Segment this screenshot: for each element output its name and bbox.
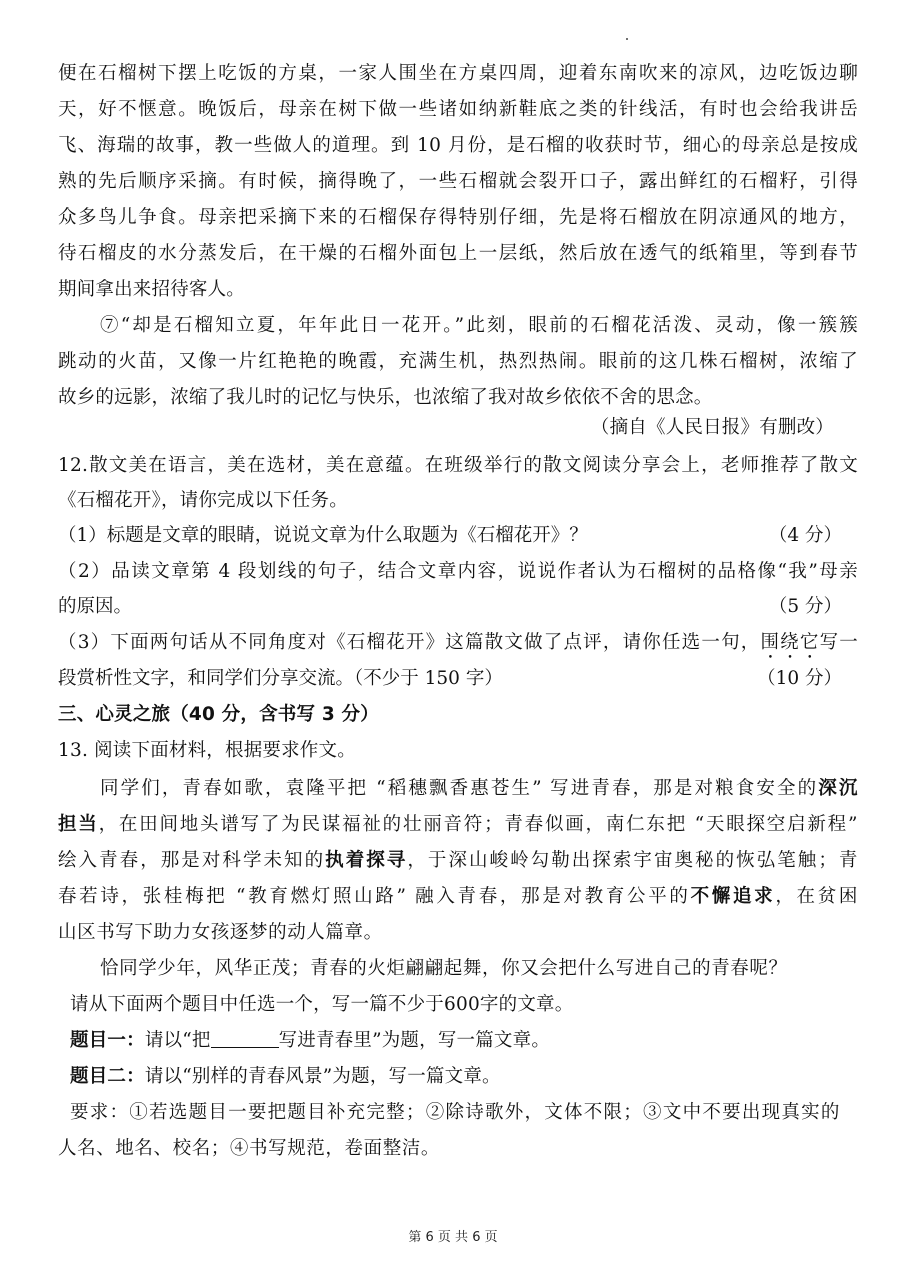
- question-12-2-text: 的原因。: [58, 596, 133, 617]
- material-line: [58, 885, 858, 909]
- paragraph-7-line: 跳动的火苗，又像一片红艳艳的晚霞，充满生机，热烈热闹。眼前的这几株石榴树，浓缩了: [58, 351, 858, 372]
- prompt-choose: 请从下面两个题目中任选一个，写一篇不少于600字的文章。: [70, 994, 574, 1015]
- question-12-3-text-b: 写一: [819, 632, 858, 653]
- requirements-line: 人名、地名、校名；④书写规范，卷面整洁。: [58, 1138, 441, 1159]
- speck-mark: [626, 38, 628, 40]
- question-12-1-points: （4 分）: [768, 525, 842, 546]
- requirements-line: 要求：①若选题目一要把题目补充完整；②除诗歌外，文体不限；③文中不要出现真实的: [70, 1102, 840, 1123]
- passage-line: 飞、海瑞的故事，教一些做人的道理。到 10 月份，是石榴的收获时节，细心的母亲总是按成: [58, 135, 858, 156]
- material-text: ，在贫困: [775, 886, 858, 907]
- passage-line: 天，好不惬意。晚饭后，母亲在树下做一些诸如纳新鞋底之类的针线活，有时也会给我讲岳: [58, 99, 858, 120]
- passage-line: 熟的先后顺序采摘。有时候，摘得晚了，一些石榴就会裂开口子，露出鲜红的石榴籽，引得: [58, 171, 858, 192]
- material-bold: 深沉: [818, 778, 858, 799]
- question-12-intro: 12.散文美在语言，美在选材，美在意蕴。在班级举行的散文阅读分享会上，老师推荐了散文: [58, 455, 858, 476]
- material-line: [58, 813, 858, 837]
- question-12-intro: 《石榴花开》，请你完成以下任务。: [58, 490, 348, 511]
- question-12-3-end: [58, 667, 842, 691]
- prompt-title-2-label: 题目二：: [70, 1066, 145, 1087]
- material-line: [100, 777, 858, 801]
- question-12-2-points: （5 分）: [768, 596, 842, 617]
- material-bold: 不懈追求: [690, 886, 776, 907]
- section-heading: 三、心灵之旅（40 分，含书写 3 分）: [58, 704, 379, 725]
- material-line: [58, 849, 858, 873]
- passage-line: 便在石榴树下摆上吃饭的方桌，一家人围坐在方桌四周，迎着东南吹来的凉风，边吃饭边聊: [58, 63, 858, 84]
- source-citation: （摘自《人民日报》有删改）: [590, 417, 834, 438]
- prompt-title-1-text: 请以“把: [144, 1030, 211, 1051]
- page-footer: 第 6 页 共 6 页: [408, 1230, 498, 1245]
- material-text: ，在田间地头谱写了为民谋福祉的壮丽音符；青春似画，南仁东把 “天眼探空启新程”: [98, 814, 859, 835]
- passage-line: 众多鸟儿争食。母亲把采摘下来的石榴保存得特别仔细，先是将石榴放在阴凉通风的地方，: [58, 207, 858, 228]
- question-12-3-text-a: （3）下面两句话从不同角度对《石榴花开》这篇散文做了点评，请你任选一句，: [58, 632, 761, 653]
- material-text: 春若诗，张桂梅把 “教育燃灯照山路” 融入青春，那是对教育公平的: [58, 886, 691, 907]
- question-12-1: [58, 524, 842, 548]
- material-bold: 执着探寻: [325, 850, 408, 871]
- question-12-2-end: [58, 595, 842, 619]
- material-text: 绘入青春，那是对科学未知的: [58, 850, 326, 871]
- question-12-2-text: （2）品读文章第 4 段划线的句子，结合文章内容，说说作者认为石榴树的品格像“我”母亲: [58, 561, 858, 582]
- passage-line: 期间拿出来招待客人。: [58, 279, 246, 300]
- fill-in-blank: [211, 1029, 279, 1048]
- material-line: 山区书写下助力女孩逐梦的动人篇章。: [58, 922, 383, 943]
- prompt-title-2-text: 请以“别样的青春风景”为题，写一篇文章。: [144, 1066, 501, 1087]
- material-text: ，于深山峻岭勾勒出探索宇宙奥秘的恢弘笔触；青: [407, 850, 858, 871]
- material-bold: 担当: [58, 814, 99, 835]
- prompt-title-1-label: 题目一：: [70, 1030, 145, 1051]
- question-12-3-points: （10 分）: [757, 668, 842, 689]
- paragraph-7-line: 故乡的远影，浓缩了我儿时的记忆与快乐，也浓缩了我对故乡依依不舍的思念。: [58, 387, 713, 408]
- material-line: 恰同学少年，风华正茂；青春的火炬翩翩起舞，你又会把什么写进自己的青春呢？: [100, 958, 788, 979]
- prompt-title-1: [70, 1029, 870, 1053]
- prompt-title-1-text: 写进青春里”为题，写一篇文章。: [278, 1030, 551, 1051]
- question-13-instruction: 13. 阅读下面材料，根据要求作文。: [58, 740, 356, 761]
- question-12-3-emphasis: 围绕它: [760, 632, 820, 653]
- paragraph-7-line: ⑦“却是石榴知立夏，年年此日一花开。”此刻，眼前的石榴花活泼、灵动，像一簇簇: [100, 315, 858, 336]
- material-text: 同学们，青春如歌，袁隆平把 “稻穗飘香惠苍生” 写进青春，那是对粮食安全的: [100, 778, 819, 799]
- question-12-3-text: 段赏析性文字，和同学们分享交流。（不少于 150 字）: [58, 668, 503, 689]
- passage-line: 待石榴皮的水分蒸发后，在干燥的石榴外面包上一层纸，然后放在透气的纸箱里，等到春节: [58, 243, 858, 264]
- prompt-title-2: [70, 1065, 870, 1089]
- question-12-3-text: [58, 631, 858, 663]
- question-12-1-text: （1）标题是文章的眼睛，说说文章为什么取题为《石榴花开》？: [58, 525, 588, 546]
